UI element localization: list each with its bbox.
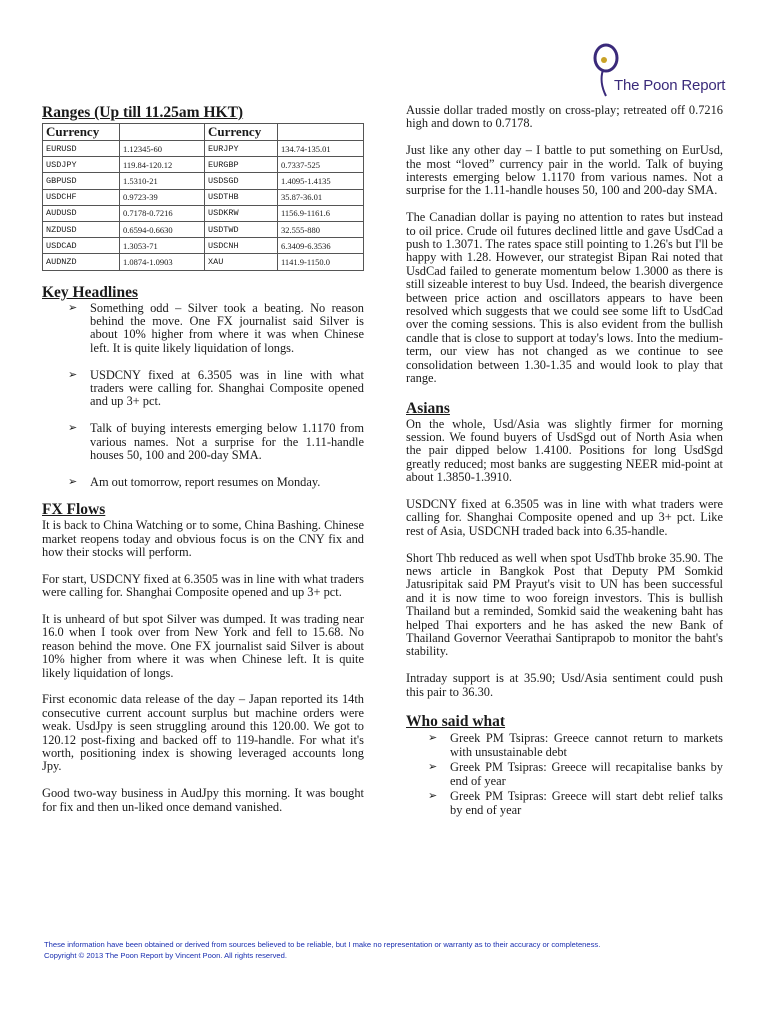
range-cell: 1.0874-1.0903	[120, 254, 205, 270]
asians-body	[406, 418, 723, 699]
paragraph: Good two-way business in AudJpy this morning. It was bought for fix and then un-liked once demand vanished.	[42, 786, 364, 814]
pair-cell: EURGBP	[205, 157, 278, 173]
logo-swirl-icon	[582, 40, 642, 104]
range-header	[120, 124, 205, 141]
paragraph: Intraday support is at 35.90; Usd/Asia sentiment could push this pair to 36.30.	[406, 671, 723, 699]
range-cell: 1.12345-60	[120, 141, 205, 157]
spacer	[42, 774, 364, 787]
left-column	[42, 104, 364, 814]
bullet-item	[68, 421, 364, 462]
spacer	[406, 659, 723, 672]
bullet-text: Greek PM Tsipras: Greece cannot return to markets with unsustainable debt	[450, 730, 723, 760]
pair-cell: AUDNZD	[43, 254, 120, 270]
pair-cell: USDKRW	[205, 205, 278, 221]
pair-cell: USDTHB	[205, 189, 278, 205]
spacer	[406, 485, 723, 498]
footer	[44, 939, 724, 961]
ranges-row	[43, 141, 364, 157]
range-cell: 1.5310-21	[120, 173, 205, 189]
bullet-text: Greek PM Tsipras: Greece will recapitalise banks by end of year	[450, 759, 723, 789]
pair-cell: EURUSD	[43, 141, 120, 157]
who-said-what-title: Who said what	[406, 712, 506, 730]
poon-report-logo	[582, 40, 762, 104]
bullet-text: Talk of buying interests emerging below 1.1170 from various names. Not a surprise for the 1.11-handle houses 50, 100 and 200-day SMA.	[90, 421, 364, 462]
ranges-row	[43, 221, 364, 237]
arrow-bullet-icon: ➢	[68, 301, 78, 314]
spacer	[406, 198, 723, 211]
ranges-row	[43, 205, 364, 221]
paragraph: First economic data release of the day – Japan reported its 14th consecutive current account surplus but machine orders were weak. UsdJpy is seen struggling around this 120.00. We got to 120.12 post-fixing and backed off to 119-handle. For what it's worth, positioning index is showing leveraged accounts long Jpy.	[42, 692, 364, 774]
range-cell: 1156.9-1161.6	[278, 205, 364, 221]
pair-cell: USDSGD	[205, 173, 278, 189]
bullet-item	[428, 759, 723, 789]
pair-cell: USDCHF	[43, 189, 120, 205]
bullet-text: USDCNY fixed at 6.3505 was in line with what traders were calling for. Shanghai Composite opened and up 3+ pct.	[90, 367, 364, 409]
pair-cell: XAU	[205, 254, 278, 270]
ranges-row	[43, 173, 364, 189]
arrow-bullet-icon: ➢	[68, 422, 78, 435]
ranges-row	[43, 157, 364, 173]
right-column	[406, 104, 723, 818]
spacer	[90, 355, 364, 368]
pair-cell: USDCAD	[43, 238, 120, 254]
range-cell: 119.84-120.12	[120, 157, 205, 173]
spacer	[90, 409, 364, 422]
ranges-table	[42, 123, 364, 271]
range-cell: 0.7337-525	[278, 157, 364, 173]
paragraph: Just like any other day – I battle to put something on EurUsd, the most “loved” currency pair in the world. Talk of buying interests emerging below 1.1170 from various names. Not a surprise for the 1.11-handle houses 50, 100 and 200-day SMA.	[406, 143, 723, 198]
copyright-text: Copyright © 2013 The Poon Report by Vincent Poon. All rights reserved.	[44, 951, 287, 960]
who-said-what-list	[406, 731, 723, 818]
pair-cell: NZDUSD	[43, 221, 120, 237]
spacer	[42, 600, 364, 613]
bullet-item	[68, 300, 364, 356]
disclaimer-text: These information have been obtained or derived from sources believed to be reliable, but I make no representation or warranty as to their accuracy or completeness.	[44, 940, 601, 949]
spacer	[90, 462, 364, 475]
range-cell: 32.555-880	[278, 221, 364, 237]
arrow-bullet-icon: ➢	[68, 475, 78, 488]
fx-flows-title: FX Flows	[42, 501, 106, 519]
range-header	[278, 124, 364, 141]
paragraph: USDCNY fixed at 6.3505 was in line with what traders were calling for. Shanghai Composite opened and up 3+ pct. Like rest of Asia, USDCNH traded back into 6.35-handle.	[406, 496, 723, 538]
range-cell: 0.7178-0.7216	[120, 205, 205, 221]
right-body	[406, 104, 723, 386]
ranges-row	[43, 189, 364, 205]
bullet-text: Am out tomorrow, report resumes on Monday.	[90, 474, 321, 489]
bullet-item	[428, 730, 723, 760]
arrow-bullet-icon: ➢	[428, 760, 438, 773]
arrow-bullet-icon: ➢	[428, 789, 438, 802]
pair-cell: AUDUSD	[43, 205, 120, 221]
asians-title: Asians	[406, 399, 450, 417]
bullet-item	[68, 367, 364, 409]
range-cell: 134.74-135.01	[278, 141, 364, 157]
range-cell: 0.9723-39	[120, 189, 205, 205]
pair-cell: USDJPY	[43, 157, 120, 173]
currency-header: Currency	[205, 124, 278, 141]
range-cell: 1.4095-1.4135	[278, 173, 364, 189]
pair-cell: GBPUSD	[43, 173, 120, 189]
bullet-item	[68, 474, 364, 489]
paragraph: It is back to China Watching or to some, China Bashing. Chinese market reopens today and obvious focus is on the CNY fix and how their stocks will perform.	[42, 518, 364, 559]
ranges-title: Ranges (Up till 11.25am HKT)	[42, 104, 244, 121]
spacer	[42, 559, 364, 572]
paragraph: For start, USDCNY fixed at 6.3505 was in line with what traders were calling for. Shanghai Composite opened and up 3+ pct.	[42, 571, 364, 600]
range-cell: 1141.9-1150.0	[278, 254, 364, 270]
arrow-bullet-icon: ➢	[428, 731, 438, 744]
paragraph: It is unheard of but spot Silver was dumped. It was trading near 16.0 when I took over from New York and fell to 15.68. No reason behind the move. One FX journalist said Silver is about 10% higher from where it was when Chinese left. It is quite likely liquidation of longs.	[42, 611, 364, 680]
arrow-bullet-icon: ➢	[68, 368, 78, 381]
logo-text: The Poon Report	[614, 77, 726, 94]
paragraph: The Canadian dollar is paying no attention to rates but instead to oil price. Crude oil futures declined little and gave UsdCad a push to 1.3071. The rates space still pointing to 1.26's but I'll be happy with 1.28. However, our strategist Bipan Rai noted that UsdCad failed to generate momentum below 1.3000 as there is still sizeable interest to buy Usd. Indeed, the bearish divergence between price action and oscillators appears to have been resolved which suggests that we could see some lift to UsdCad over the coming sessions. This is also evident from the bullish candle that is close to support at today's lows. Into the medium-term, our view has not changed as we continue to see consolidation between 1.30-1.35 and would look to play that range.	[406, 210, 723, 386]
spacer	[42, 680, 364, 693]
range-cell: 35.87-36.01	[278, 189, 364, 205]
range-cell: 6.3409-6.3536	[278, 238, 364, 254]
paragraph: Short Thb reduced as well when spot UsdThb broke 35.90. The news article in Bangkok Post that Deputy PM Somkid Jatusripitak said PM Prayut's visit to UN has been successful and it is now time to woo foreign investors. This is bullish Thailand but a reminded, Somkid said the weakening baht has helped Thai exporters and he has asked the new Bank of Thailand Governor Veerathai Santiprapob to monitor the baht's stability.	[406, 550, 723, 659]
range-cell: 0.6594-0.6630	[120, 221, 205, 237]
paragraph: On the whole, Usd/Asia was slightly firmer for morning session. We found buyers of UsdSgd out of North Asia when the pair dipped below 1.4100. Positions for long UsdSgd greatly reduced; most banks are suggesting NEER mid-point at about 1.3850-1.3910.	[406, 416, 723, 485]
pair-cell: EURJPY	[205, 141, 278, 157]
ranges-header-row	[43, 124, 364, 141]
bullet-text: Something odd – Silver took a beating. No reason behind the move. One FX journalist said Silver is about 10% higher from where it was when Chinese left. It is quite likely liquidation of longs.	[90, 300, 364, 355]
key-headlines-title: Key Headlines	[42, 283, 139, 301]
spacer	[406, 538, 723, 551]
spacer	[406, 131, 723, 144]
ranges-row	[43, 254, 364, 270]
pair-cell: USDCNH	[205, 238, 278, 254]
currency-header: Currency	[43, 124, 120, 141]
range-cell: 1.3053-71	[120, 238, 205, 254]
bullet-text: Greek PM Tsipras: Greece will start debt relief talks by end of year	[450, 788, 723, 818]
paragraph: Aussie dollar traded mostly on cross-play; retreated off 0.7216 high and down to 0.7178.	[406, 103, 723, 131]
headlines-list	[42, 302, 364, 490]
bullet-item	[428, 788, 723, 818]
fx-flows-body	[42, 519, 364, 814]
ranges-row	[43, 238, 364, 254]
pair-cell: USDTWD	[205, 221, 278, 237]
